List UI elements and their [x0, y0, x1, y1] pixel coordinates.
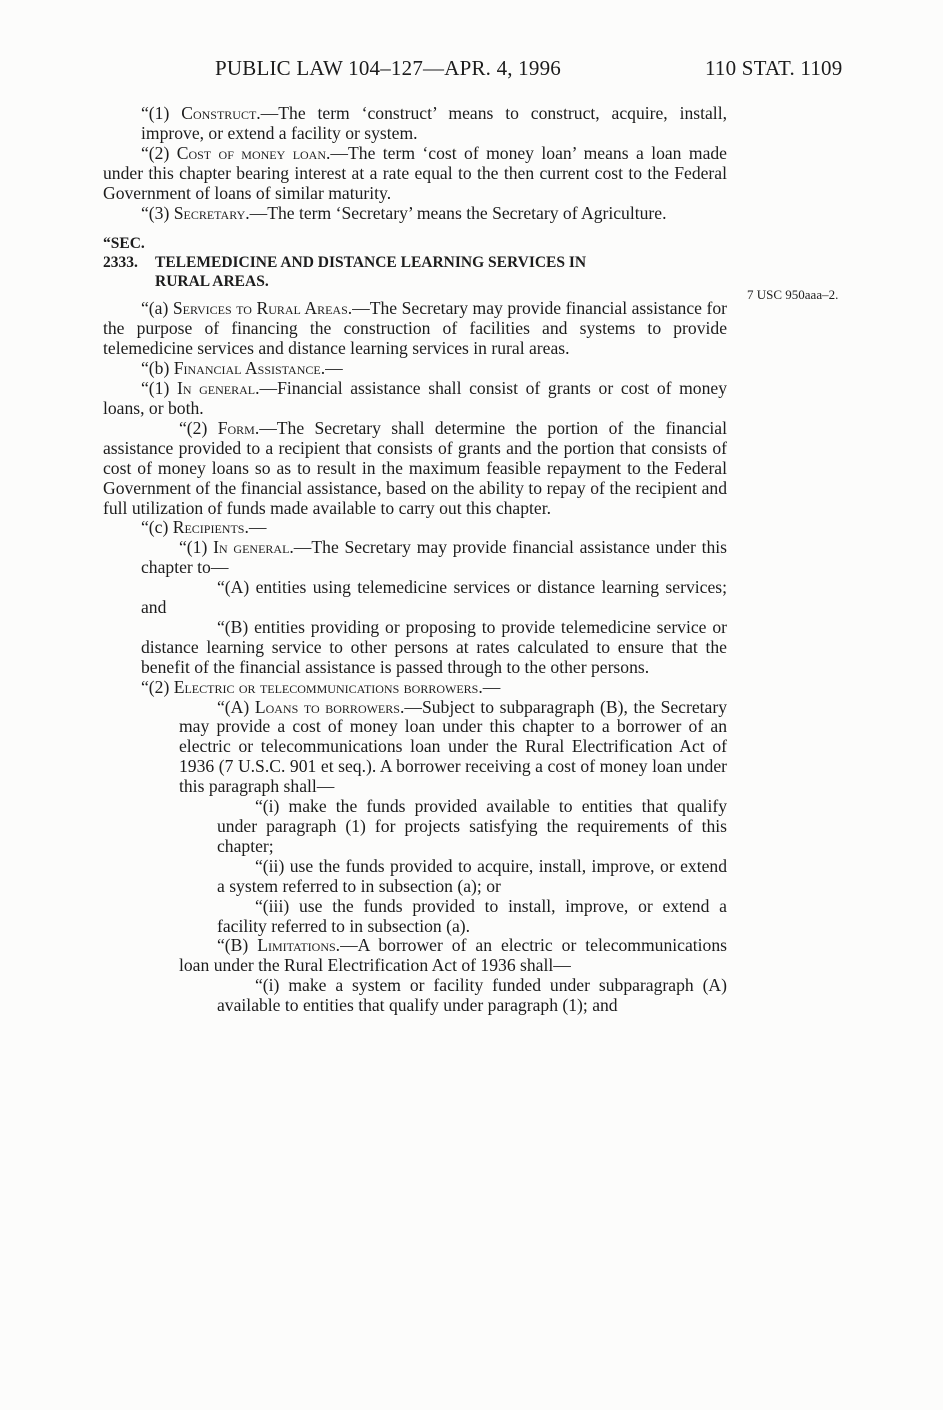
subparagraph-c1A: “(A) entities using telemedicine services or distance learning services; and: [141, 577, 727, 618]
clause-c2A-i: “(i) make the funds provided available to entities that qualify under paragraph (1) for projects satisfying the requirements of this chapter;: [217, 796, 727, 856]
page-header: [0, 56, 943, 90]
clause-c2B-i: “(i) make a system or facility funded under subparagraph (A) available to entities that qualify under paragraph (1); and: [217, 975, 727, 1016]
section-heading: [103, 234, 727, 291]
header-page-ref: 110 STAT. 1109: [705, 56, 843, 80]
subparagraph-c2A: “(A) Loans to borrowers.—Subject to subparagraph (B), the Secretary may provide a cost of money loan under this chapter to a borrower of an electric or telecommunications loan under the Rural Electrification Act of 1936 (7 U.S.C. 901 et seq.). A borrower receiving a cost of money loan under this paragraph shall—: [179, 696, 727, 797]
subsection-b: “(b) Financial Assistance.—: [141, 358, 343, 379]
statute-body: [103, 104, 727, 1016]
paragraph-c1: “(1) In general.—The Secretary may provide financial assistance under this chapter to—: [141, 537, 727, 578]
margin-citation: 7 USC 950aaa–2.: [747, 287, 839, 302]
definition-secretary: “(3) Secretary.—The term ‘Secretary’ means the Secretary of Agriculture.: [141, 202, 667, 223]
section-label: “SEC. 2333.: [103, 235, 145, 272]
paragraph-b2: “(2) Form.—The Secretary shall determine the portion of the financial assistance provided to a recipient that consists of grants and the portion that consists of cost of money loans so as to result in the maximum feasible repayment to the Federal Government of the financial assistance, based on the ability to repay of the recipient and full utilization of funds made available to carry out this chapter.: [103, 417, 727, 518]
clause-c2A-ii: “(ii) use the funds provided to acquire, install, improve, or extend a system referred to in subsection (a); or: [217, 855, 727, 896]
definition-construct: “(1) Construct.—The term ‘construct’ means to construct, acquire, install, improve, or extend a facility or system.: [141, 103, 727, 143]
subsection-c: “(c) Recipients.—: [141, 517, 267, 538]
section-title-line1: TELEMEDICINE AND DISTANCE LEARNING SERVICES IN: [155, 254, 587, 272]
subparagraph-c2B: “(B) Limitations.—A borrower of an electric or telecommunications loan under the Rural Electrification Act of 1936 shall—: [179, 935, 727, 976]
clause-c2A-iii: “(iii) use the funds provided to install, improve, or extend a facility referred to in subsection (a).: [217, 895, 727, 936]
subsection-a: “(a) Services to Rural Areas.—The Secretary may provide financial assistance for the purpose of financing the construction of facilities and systems to provide telemedicine services and distance learning services in rural areas.: [103, 298, 727, 359]
definition-cost-of-money-loan: “(2) Cost of money loan.—The term ‘cost of money loan’ means a loan made under this chapter bearing interest at a rate equal to the then current cost to the Federal Government of loans of similar maturity.: [103, 142, 727, 203]
header-title: PUBLIC LAW 104–127—APR. 4, 1996: [215, 56, 561, 80]
section-title-line2: RURAL AREAS.: [155, 273, 269, 291]
paragraph-c2: “(2) Electric or telecommunications borrowers.—: [141, 676, 501, 697]
subparagraph-c1B: “(B) entities providing or proposing to provide telemedicine service or distance learning service to other persons at rates calculated to ensure that the benefit of the financial assistance is passed through to the other persons.: [141, 616, 727, 677]
paragraph-b1: “(1) In general.—Financial assistance shall consist of grants or cost of money loans, or both.: [103, 378, 728, 418]
